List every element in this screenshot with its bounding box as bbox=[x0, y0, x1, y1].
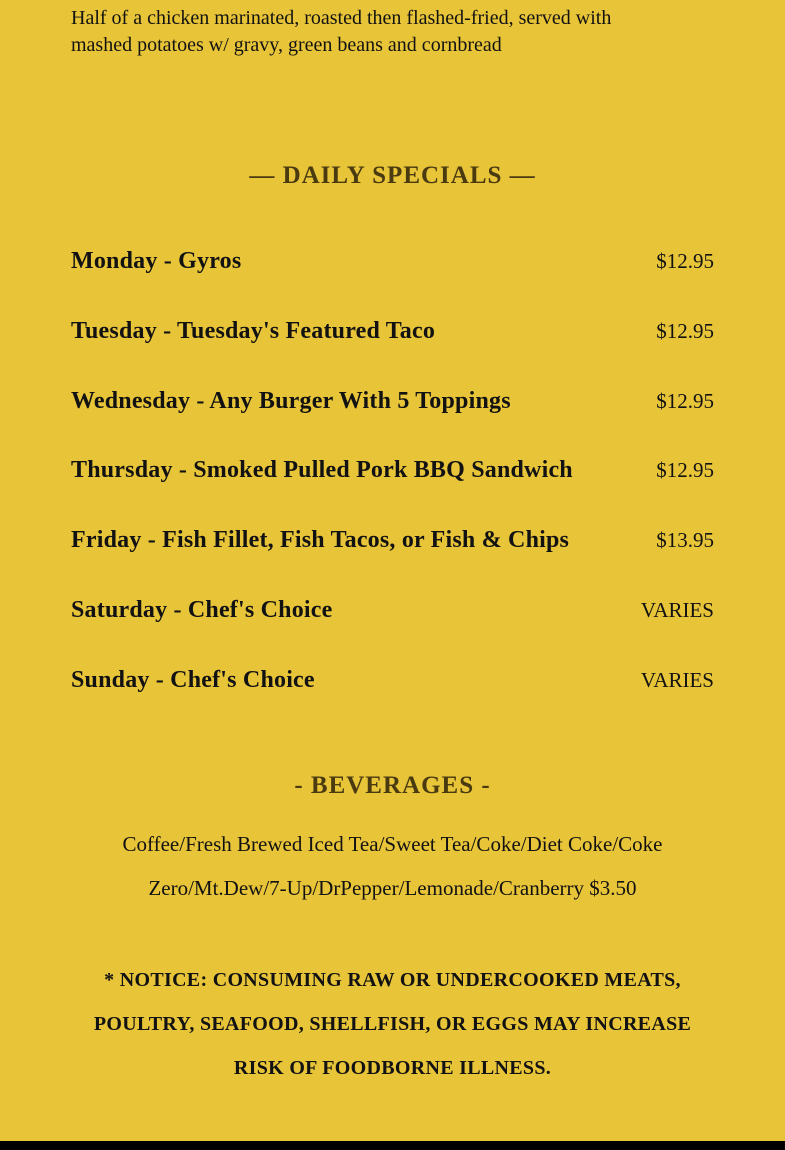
menu-item-description: Half of a chicken marinated, roasted then flashed-fried, served with mashed potatoes w/ gravy, green beans and cornbread bbox=[71, 7, 612, 56]
beverages-heading: - BEVERAGES - bbox=[294, 772, 491, 799]
special-price: $12.95 bbox=[656, 249, 714, 273]
special-name: Monday - Gyros bbox=[71, 248, 242, 274]
special-price: $12.95 bbox=[656, 458, 714, 483]
food-safety-notice: * NOTICE: CONSUMING RAW OR UNDERCOOKED MEATS, POULTRY, SEAFOOD, SHELLFISH, OR EGGS MAY INCREASE RISK OF FOODBORNE ILLNESS. bbox=[93, 969, 692, 1079]
special-price: $12.95 bbox=[656, 318, 714, 343]
special-thursday bbox=[71, 457, 714, 527]
special-name: Wednesday - Any Burger With 5 Toppings bbox=[71, 387, 511, 414]
beverages-list: Coffee/Fresh Brewed Iced Tea/Sweet Tea/Coke/Diet Coke/Coke Zero/Mt.Dew/7-Up/DrPepper/Lemonade/Cranberry $3.50 bbox=[122, 832, 663, 900]
bottom-bar bbox=[0, 1141, 785, 1150]
special-friday bbox=[71, 527, 714, 597]
special-saturday bbox=[71, 597, 714, 667]
special-name: Thursday - Smoked Pulled Pork BBQ Sandwich bbox=[71, 457, 573, 484]
special-price: $12.95 bbox=[656, 388, 714, 413]
special-price: VARIES bbox=[640, 667, 714, 692]
special-name: Friday - Fish Fillet, Fish Tacos, or Fish & Chips bbox=[71, 527, 570, 554]
special-wednesday bbox=[71, 388, 714, 458]
special-sunday bbox=[71, 667, 714, 737]
daily-specials-heading: — DAILY SPECIALS — bbox=[249, 162, 536, 189]
special-name: Tuesday - Tuesday's Featured Taco bbox=[71, 317, 436, 344]
special-price: $13.95 bbox=[656, 528, 714, 553]
special-name: Sunday - Chef's Choice bbox=[71, 666, 315, 693]
special-price: VARIES bbox=[640, 597, 714, 622]
special-tuesday bbox=[71, 318, 714, 388]
daily-specials-list bbox=[71, 248, 714, 737]
special-monday bbox=[71, 248, 714, 318]
special-name: Saturday - Chef's Choice bbox=[71, 596, 333, 623]
